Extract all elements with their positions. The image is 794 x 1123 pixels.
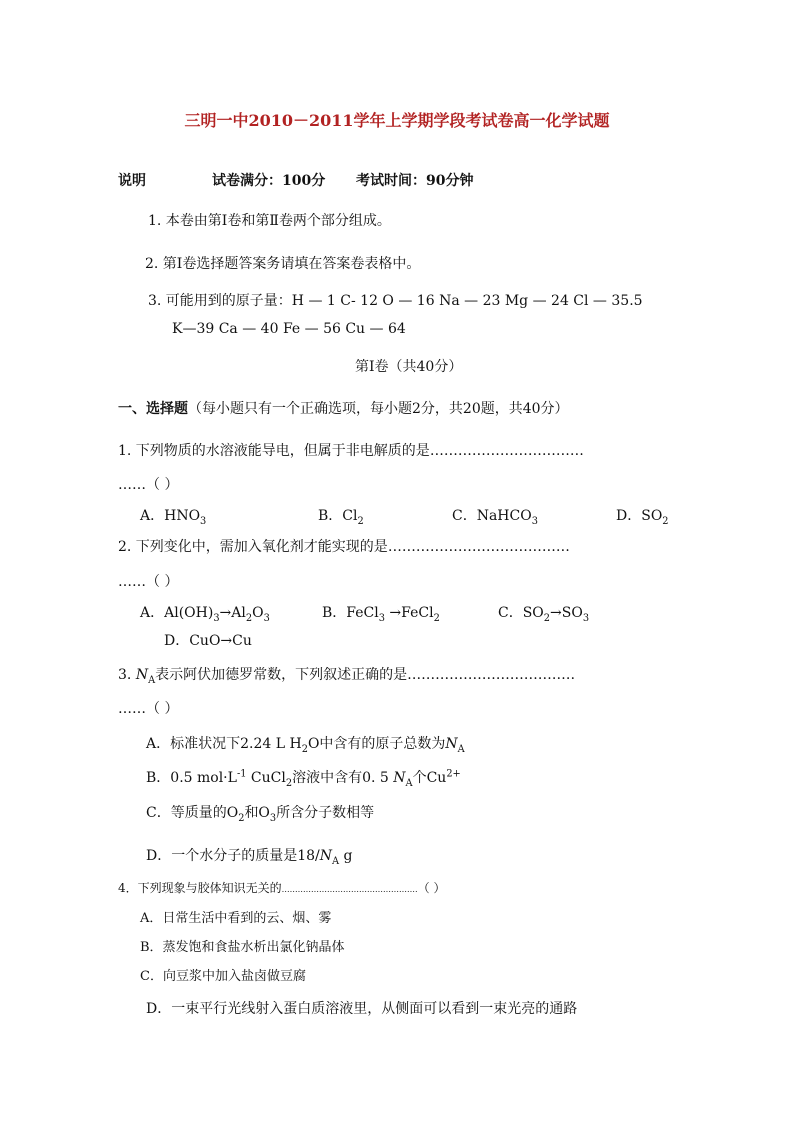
exam-time: 考试时间：90分钟: [356, 173, 474, 189]
q2-dots: …………………………………: [387, 539, 570, 555]
q4-option-d: D．一束平行光线射入蛋白质溶液里，从侧面可以看到一束光亮的通路: [146, 1001, 578, 1017]
q1-dots: ……………………………: [429, 443, 584, 459]
q4-option-b: B．蒸发饱和食盐水析出氯化钠晶体: [140, 940, 345, 955]
q1-stem: 1. 下列物质的水溶液能导电，但属于非电解质的是: [118, 443, 430, 459]
instruction-2: 2. 第Ⅰ卷选择题答案务请填在答案卷表格中。: [145, 256, 421, 272]
section-note: （每小题只有一个正确选项，每小题2分，共20题，共40分）: [188, 401, 569, 417]
header-label: 说明: [118, 173, 146, 189]
q1-bracket: ……（ ）: [118, 477, 179, 493]
q3-stem-line: 3. $N_A$表示阿伏加德罗常数，下列叙述正确的是………………………………: [118, 667, 576, 686]
q3-option-d: D．一个水分子的质量是$18/N_A$ g: [146, 848, 353, 867]
q4-dots: ……………………………………………: [281, 885, 418, 894]
q1-option-b: B．$Cl_2$: [318, 508, 364, 527]
q4-bracket: （ ）: [417, 881, 446, 895]
q1-option-d: D．$SO_2$: [616, 508, 669, 527]
q2-option-c: C．$SO_2\to SO_3$: [498, 605, 590, 624]
q1-stem-line: [118, 440, 584, 460]
q4-stem: 4．下列现象与胶体知识无关的: [118, 881, 282, 895]
q3-bracket: ……（ ）: [118, 701, 179, 717]
q2-option-b: B．FeCl$_3$ →FeCl$_2$: [322, 605, 440, 624]
q3-option-b: B．0.5 $mol\cdot L^{-1}$ CuCl$_2$溶液中含有0. 5 $N_A$个$Cu^{2+}$: [146, 768, 461, 789]
instruction-3-cont: K—39 Ca — 40 Fe — 56 Cu — 64: [172, 321, 406, 337]
instruction-1: 1. 本卷由第Ⅰ卷和第Ⅱ卷两个部分组成。: [148, 213, 391, 229]
q2-bracket: ……（ ）: [118, 574, 179, 590]
section-title: 一、选择题: [118, 401, 188, 417]
q4-option-a: A．日常生活中看到的云、烟、雾: [140, 911, 332, 926]
q2-option-d: D．CuO→Cu: [164, 633, 252, 649]
q3-option-c: C．等质量的$O_2$和$O_3$所含分子数相等: [146, 805, 375, 824]
q1-option-a: A．$HNO_3$: [140, 508, 207, 527]
part1-title: 第Ⅰ卷（共40分）: [355, 359, 463, 375]
q2-stem: 2. 下列变化中，需加入氧化剂才能实现的是: [118, 539, 388, 555]
instruction-3: 3. 可能用到的原子量：H — 1 C- 12 O — 16 Na — 23 Mg — 24 Cl — 35.5: [148, 293, 643, 309]
q2-stem-line: [118, 536, 570, 556]
q3-stem: 表示阿伏加德罗常数，下列叙述正确的是: [155, 667, 408, 683]
q3-option-a: A．标准状况下2.24 L $H_2O$中含有的原子总数为$N_A$: [146, 736, 465, 755]
q1-option-c: C．NaHCO$_3$: [452, 508, 538, 527]
q4-stem-line: [118, 879, 445, 896]
full-score: 试卷满分：100分: [212, 173, 326, 189]
q3-dots: ………………………………: [407, 667, 576, 683]
q2-option-a: A．$Al(OH)_3\to Al_2O_3$: [140, 605, 270, 624]
page-title: 三明一中2010－2011学年上学期学段考试卷高一化学试题: [184, 111, 610, 130]
q4-option-c: C．向豆浆中加入盐卤做豆腐: [140, 969, 306, 984]
